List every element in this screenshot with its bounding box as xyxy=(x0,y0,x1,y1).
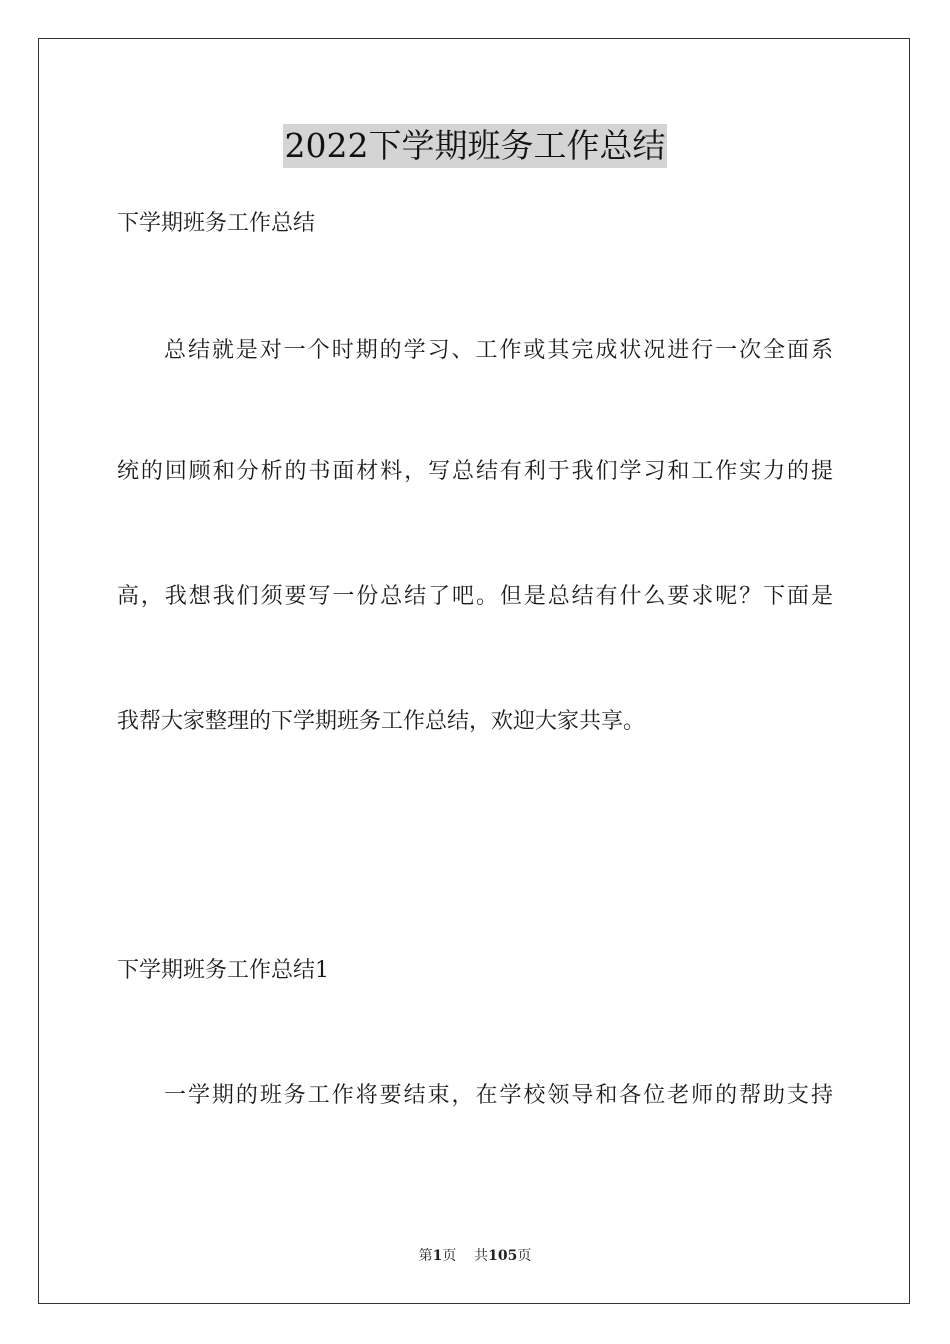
intro-paragraph-line-4[interactable]: 我帮大家整理的下学期班务工作总结，欢迎大家共享。 xyxy=(117,709,646,734)
intro-paragraph-line-1[interactable]: 总结就是对一个时期的学习、工作或其完成状况进行一次全面系 xyxy=(164,338,833,363)
section-paragraph-line-1[interactable]: 一学期的班务工作将要结束，在学校领导和各位老师的帮助支持 xyxy=(164,1083,833,1108)
footer-page-prefix: 第 xyxy=(418,1248,433,1264)
document-subtitle[interactable]: 下学期班务工作总结 xyxy=(117,211,316,236)
intro-paragraph-line-3[interactable]: 高，我想我们须要写一份总结了吧。但是总结有什么要求呢？下面是 xyxy=(117,584,833,609)
intro-paragraph-line-2[interactable]: 统的回顾和分析的书面材料，写总结有利于我们学习和工作实力的提 xyxy=(117,459,833,484)
page-footer xyxy=(0,1246,950,1266)
document-title[interactable]: 2022下学期班务工作总结 xyxy=(283,124,668,168)
title-container xyxy=(0,124,950,168)
footer-page-current: 1 xyxy=(432,1248,443,1264)
footer-total-prefix: 共 xyxy=(474,1248,489,1264)
footer-page-total: 105 xyxy=(488,1248,518,1264)
footer-total-suffix: 页 xyxy=(517,1248,532,1264)
section-heading[interactable]: 下学期班务工作总结1 xyxy=(117,958,329,983)
footer-page-suffix: 页 xyxy=(442,1248,457,1264)
